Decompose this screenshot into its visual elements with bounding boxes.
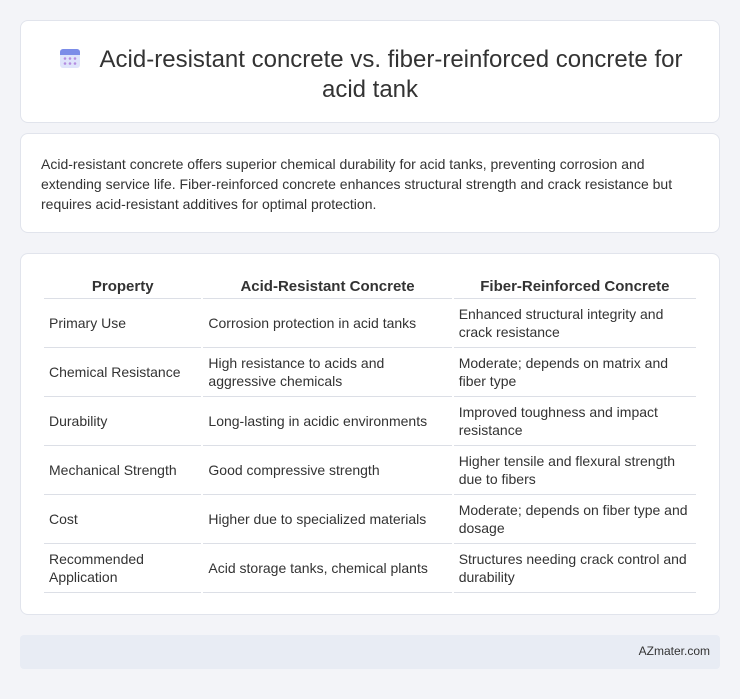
table-cell: Cost xyxy=(44,495,201,544)
table-header-row xyxy=(44,276,696,299)
table-cell: Durability xyxy=(44,397,201,446)
page-title-text: Acid-resistant concrete vs. fiber-reinforced concrete for acid tank xyxy=(99,46,683,103)
table-cell: Recommended Application xyxy=(44,544,201,593)
summary-text: Acid-resistant concrete offers superior chemical durability for acid tanks, preventing corrosion and extending service life. Fiber-reinforced concrete enhances structural strength and crack resistance but requires acid-resistant additives for optimal protection. xyxy=(41,156,673,212)
table-row xyxy=(44,299,696,348)
table-row xyxy=(44,446,696,495)
calendar-icon xyxy=(58,46,82,70)
table-cell: Mechanical Strength xyxy=(44,446,201,495)
table-cell: Higher tensile and flexural strength due to fibers xyxy=(454,446,696,495)
table-row xyxy=(44,348,696,397)
title-card xyxy=(20,20,720,123)
header-property: Property xyxy=(44,276,201,299)
table-cell: Enhanced structural integrity and crack resistance xyxy=(454,299,696,348)
table-cell: Long-lasting in acidic environments xyxy=(203,397,451,446)
footer xyxy=(20,635,720,669)
table-cell: Structures needing crack control and durability xyxy=(454,544,696,593)
table-cell: Corrosion protection in acid tanks xyxy=(203,299,451,348)
footer-brand: AZmater.com xyxy=(638,644,710,658)
table-cell: High resistance to acids and aggressive chemicals xyxy=(203,348,451,397)
table-cell: Higher due to specialized materials xyxy=(203,495,451,544)
table-cell: Chemical Resistance xyxy=(44,348,201,397)
table-row xyxy=(44,544,696,593)
summary-card xyxy=(20,133,720,233)
table-cell: Moderate; depends on matrix and fiber type xyxy=(454,348,696,397)
table-cell: Moderate; depends on fiber type and dosage xyxy=(454,495,696,544)
comparison-card xyxy=(20,253,720,615)
page-title xyxy=(21,45,719,105)
table-row xyxy=(44,495,696,544)
header-acid-resistant: Acid-Resistant Concrete xyxy=(203,276,451,299)
table-row xyxy=(44,397,696,446)
table-cell: Good compressive strength xyxy=(203,446,451,495)
table-cell: Improved toughness and impact resistance xyxy=(454,397,696,446)
header-fiber-reinforced: Fiber-Reinforced Concrete xyxy=(454,276,696,299)
table-cell: Primary Use xyxy=(44,299,201,348)
table-cell: Acid storage tanks, chemical plants xyxy=(203,544,451,593)
comparison-table xyxy=(42,276,698,593)
